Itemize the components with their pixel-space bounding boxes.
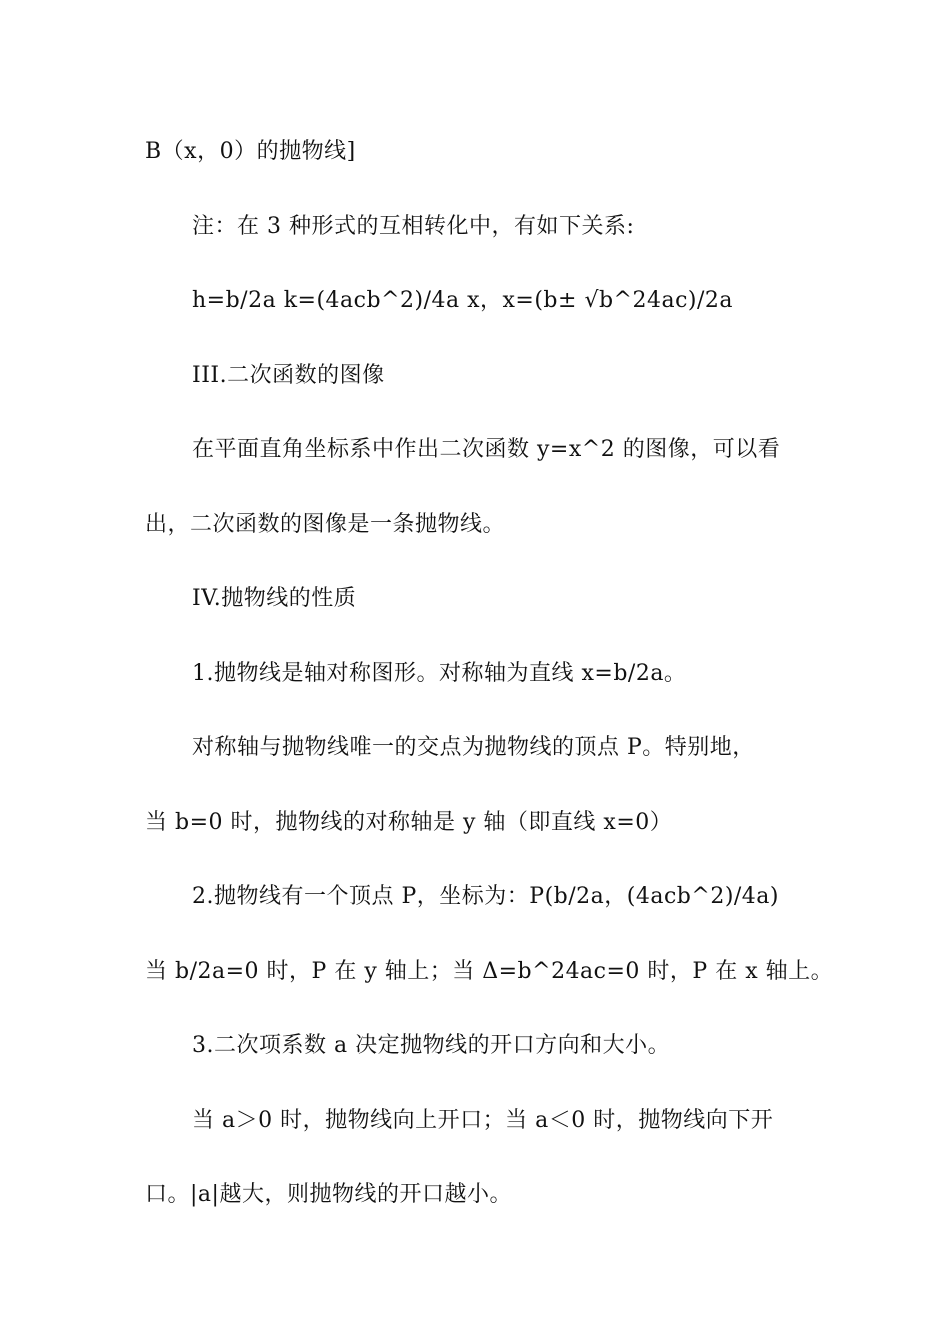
property-item-1: 1.抛物线是轴对称图形。对称轴为直线 x=b/2a。 <box>192 661 687 686</box>
formula-line: h=b/2a k=(4acb^2)/4a x，x=(b± √b^24ac)/2a <box>192 288 734 313</box>
section-heading-iv: IV.抛物线的性质 <box>192 586 357 611</box>
paragraph-line: 出，二次函数的图像是一条抛物线。 <box>145 512 506 537</box>
paragraph-line: 当 a＞0 时，抛物线向上开口；当 a＜0 时，抛物线向下开 <box>192 1108 774 1133</box>
property-item-2: 2.抛物线有一个顶点 P，坐标为：P(b/2a，(4acb^2)/4a) <box>192 884 780 909</box>
paragraph-line: 当 b/2a=0 时，P 在 y 轴上；当 Δ=b^24ac=0 时，P 在 x 轴上。 <box>145 959 834 984</box>
text-line-continuation: B（x，0）的抛物线] <box>145 139 356 164</box>
section-heading-iii: III.二次函数的图像 <box>192 363 385 388</box>
paragraph-line: 在平面直角坐标系中作出二次函数 y=x^2 的图像，可以看 <box>192 437 781 462</box>
text-line-note: 注：在 3 种形式的互相转化中，有如下关系: <box>192 214 635 239</box>
paragraph-line: 口。|a|越大，则抛物线的开口越小。 <box>145 1182 512 1207</box>
property-item-3: 3.二次项系数 a 决定抛物线的开口方向和大小。 <box>192 1033 671 1058</box>
paragraph-line: 对称轴与抛物线唯一的交点为抛物线的顶点 P。特别地， <box>192 735 755 760</box>
paragraph-line: 当 b=0 时，抛物线的对称轴是 y 轴（即直线 x=0） <box>145 810 673 835</box>
